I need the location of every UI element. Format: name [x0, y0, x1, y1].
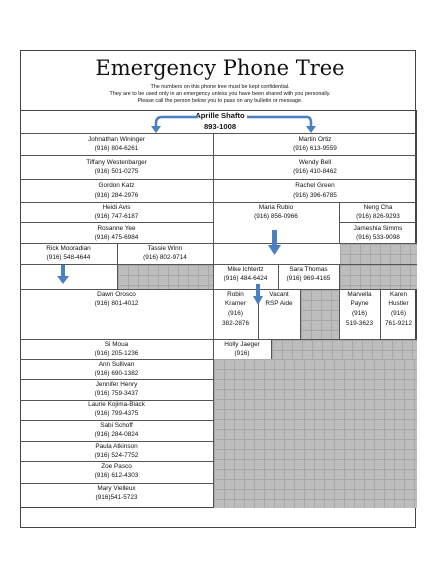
list-item: Tiffany Westenbarger: [86, 159, 147, 166]
list-item: Payne: [350, 300, 369, 307]
list-item-phone: (916): [234, 350, 250, 357]
list-item: Holly Jaeger: [224, 341, 260, 348]
empty-shaded-cell: [340, 244, 417, 264]
arrow-down-icon: [268, 230, 282, 256]
arrow-right-icon: [245, 113, 317, 135]
list-item-phone: (916) 548-4644: [46, 254, 91, 261]
list-item: Rachel Green: [295, 182, 335, 189]
list-item: Mary Vielleux: [97, 485, 136, 492]
list-item: Sara Thomas: [289, 266, 328, 273]
confidentiality-note: The numbers on this phone tree must be kept confidential.: [150, 84, 290, 90]
list-item: Laurie Kojima-Black: [88, 401, 145, 408]
list-item: Heidi Avis: [102, 204, 131, 211]
list-item: Zoe Pasco: [101, 463, 132, 470]
list-item: Maria Rubio: [258, 204, 294, 211]
list-item-phone: 382-2876: [221, 320, 249, 327]
list-item: Neng Cha: [363, 204, 393, 211]
list-item-phone: (916) 396-6785: [293, 192, 337, 199]
list-item-phone: (916) 801-4012: [94, 300, 139, 307]
list-item: Kramer: [225, 300, 246, 307]
empty-shaded-cell: [272, 340, 417, 359]
list-item: Vacant: [269, 291, 289, 298]
list-item-phone: (916) 410-8462: [293, 168, 337, 175]
list-item: Robin: [227, 291, 244, 298]
list-item: Mike Ichtertz: [227, 266, 264, 273]
empty-shaded-cell: [118, 265, 213, 289]
list-item-phone: (916) 856-0966: [254, 213, 298, 220]
list-item: Wendy Bell: [298, 159, 332, 166]
list-item-phone: (916) 533-9098: [356, 234, 400, 241]
list-item-phone: (916) 690-1382: [94, 370, 139, 377]
list-item-phone: 519-3623: [345, 320, 373, 327]
list-item: Jameshia Simms: [353, 225, 403, 232]
list-item-phone: (916) 284-0824: [94, 431, 139, 438]
list-item-phone: (916) 826-9293: [356, 213, 400, 220]
list-item-phone: (916) 799-4375: [94, 410, 139, 417]
list-item: Tassie Winn: [147, 245, 183, 252]
instruction-note: Please call the person below you to pass on any bulletin or message.: [137, 98, 303, 104]
list-item-phone: (916) 613-9559: [293, 145, 337, 152]
list-item: Paula Atkinson: [95, 443, 138, 450]
list-item: RSP Aide: [265, 300, 293, 307]
empty-shaded-region: [214, 359, 417, 508]
list-item-phone: (916) 475-6984: [94, 234, 139, 241]
list-item-phone: (916) 484-6424: [223, 275, 268, 282]
list-item: Rosanne Yee: [97, 225, 136, 232]
list-item-phone: (916) 284-2976: [94, 192, 139, 199]
list-item-phone: (916)541-5723: [95, 494, 138, 501]
arrow-left-icon: [150, 113, 200, 135]
list-item: Gordon Katz: [98, 182, 135, 189]
list-item-phone: 761-9212: [384, 320, 412, 327]
list-item-phone: (916) 205-1236: [94, 350, 139, 357]
list-item: Johnathan Wininger: [88, 136, 145, 143]
list-item-phone: (916): [391, 310, 406, 317]
list-item: Karen: [389, 291, 408, 298]
list-item-phone: (916) 804-6261: [94, 145, 139, 152]
arrow-down-icon: [253, 284, 263, 306]
list-item-phone: (916): [228, 310, 243, 317]
usage-note: They are to be used only in an emergency unless you have been shared with you personally.: [109, 91, 331, 97]
list-item: Rick Mooradian: [46, 245, 91, 252]
list-item-phone: (916): [352, 310, 367, 317]
list-item-phone: (916) 969-4165: [286, 275, 331, 282]
list-item-phone: (916) 747-6187: [94, 213, 139, 220]
list-item: Sabi Schoff: [100, 422, 133, 429]
head-name: Aprille Shafto: [195, 111, 245, 120]
head-phone: 893-1008: [203, 122, 237, 131]
page-title: Emergency Phone Tree: [95, 56, 345, 80]
list-item: Martin Ortiz: [298, 136, 332, 143]
list-item: Hustler: [388, 300, 409, 307]
list-item-phone: (916) 802-9714: [143, 254, 187, 261]
arrow-down-icon: [57, 265, 69, 285]
empty-shaded-cell: [340, 265, 417, 289]
list-item: Dawn Orosco: [97, 291, 136, 298]
list-item: Ann Sullivan: [98, 361, 135, 368]
list-item-phone: (916) 501-0275: [94, 168, 139, 175]
list-item-phone: (916) 524-7752: [94, 452, 139, 459]
list-item: Si Moua: [104, 341, 129, 348]
empty-shaded-cell: [301, 290, 339, 339]
list-item-phone: (916) 759-3437: [94, 390, 139, 397]
list-item: Marvella: [347, 291, 372, 298]
list-item: Jennifer Henry: [95, 381, 138, 388]
list-item-phone: (916) 612-4303: [94, 472, 139, 479]
